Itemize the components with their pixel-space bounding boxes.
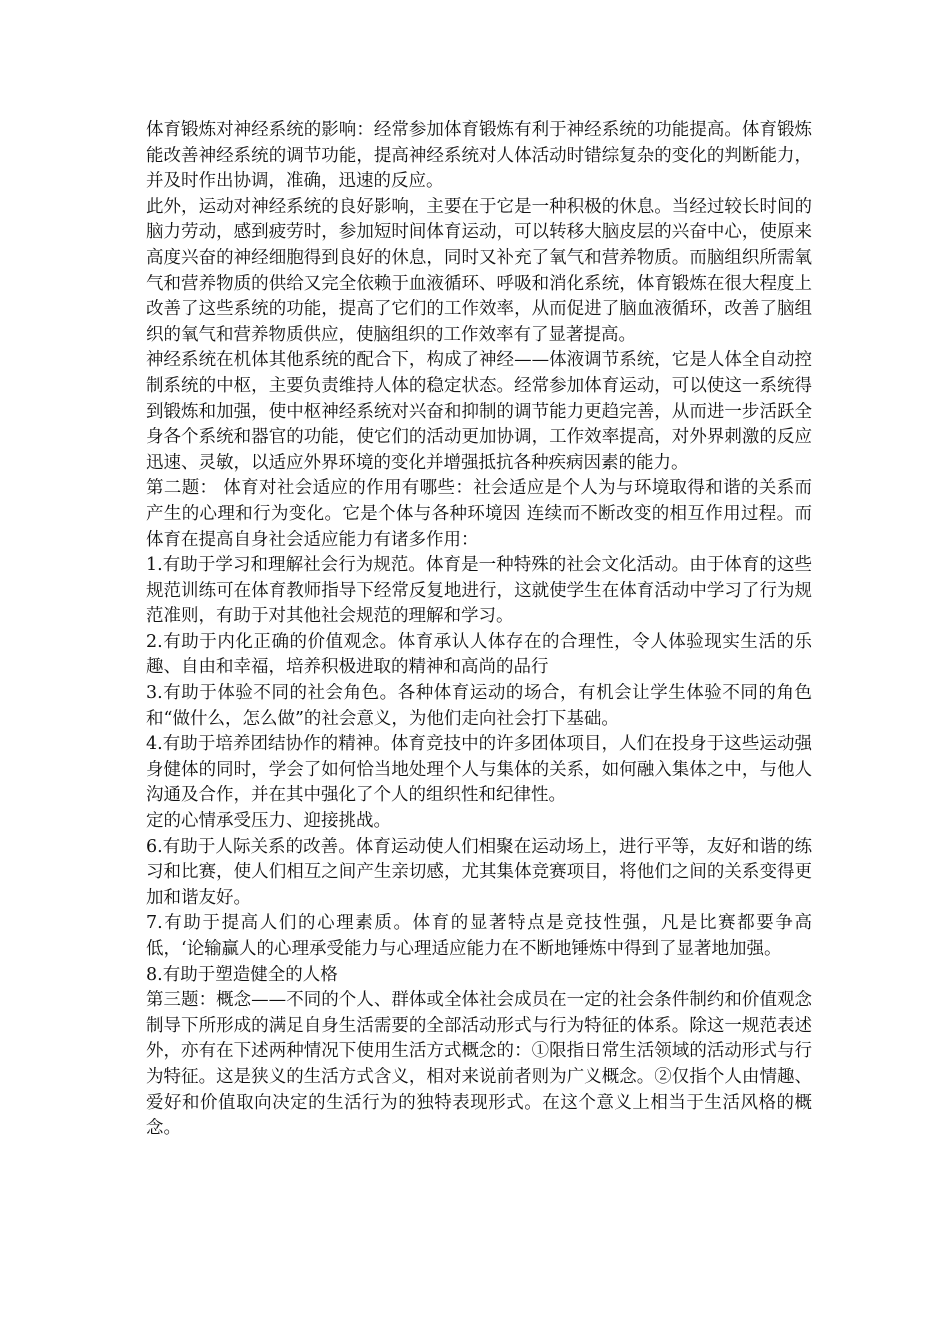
paragraph-active-rest: 此外，运动对神经系统的良好影响，主要在于它是一种积极的休息。当经过较长时间的脑力劳动，感到疲劳时，参加短时间体育运动，可以转移大脑皮层的兴奋中心，使原来高度兴奋的神经细胞得到良好的休息，同时又补充了氧气和营养物质。而脑组织所需氧气和营养物质的供给又完全依赖于血液循环、呼吸和消化系统，体育锻炼在很大程度上改善了这些系统的功能，提高了它们的工作效率，从而促进了脑血液循环，改善了脑组织的氧气和营养物质供应，使脑组织的工作效率有了显著提高。 [146,196,812,345]
paragraph-item-5-fragment: 定的心情承受压力、迎接挑战。 [146,811,391,832]
paragraph-item-6: 6.有助于人际关系的改善。体育运动使人们相聚在运动场上，进行平等，友好和谐的练习和比赛，使人们相互之间产生亲切感，尤其集体竞赛项目，将他们之间的关系变得更加和谐友好。 [146,836,812,908]
paragraph-question-three: 第三题：概念——不同的个人、群体或全体社会成员在一定的社会条件制约和价值观念制导下所形成的满足自身生活需要的全部活动形式与行为特征的体系。除这一规范表述外，亦有在下述两种情况下使用生活方式概念的：①限指日常生活领域的活动形式与行为特征。这是狭义的生活方式含义，相对来说前者则为广义概念。②仅指个人由情趣、爱好和价值取向决定的生活行为的独特表现形式。在这个意义上相当于生活风格的概念。 [146,990,812,1139]
paragraph-nervous-system-intro: 体育锻炼对神经系统的影响：经常参加体育锻炼有利于神经系统的功能提高。体育锻炼能改善神经系统的调节功能，提高神经系统对人体活动时错综复杂的变化的判断能力，并及时作出协调，准确，迅速的反应。 [146,120,812,192]
paragraph-item-8: 8.有助于塑造健全的人格 [146,964,338,985]
paragraph-neuro-humoral-regulation: 神经系统在机体其他系统的配合下，构成了神经——体液调节系统，它是人体全自动控制系统的中枢，主要负责维持人体的稳定状态。经常参加体育运动，可以使这一系统得到锻炼和加强，使中枢神经系统对兴奋和抑制的调节能力更趋完善，从而进一步活跃全身各个系统和器官的功能，使它们的活动更加协调，工作效率提高，对外界刺激的反应迅速、灵敏，以适应外界环境的变化并增强抵抗各种疾病因素的能力。 [146,350,812,473]
document-body [146,118,812,1142]
paragraph-item-2: 2.有助于内化正确的价值观念。体育承认人体存在的合理性，令人体验现实生活的乐趣、自由和幸福，培养积极进取的精神和高尚的品行 [146,631,812,678]
paragraph-item-4: 4.有助于培养团结协作的精神。体育竞技中的许多团体项目，人们在投身于这些运动强身健体的同时，学会了如何恰当地处理个人与集体的关系，如何融入集体之中，与他人沟通及合作，并在其中强化了个人的组织性和纪律性。 [146,734,812,806]
paragraph-item-3: 3.有助于体验不同的社会角色。各种体育运动的场合，有机会让学生体验不同的角色和“做什么，怎么做”的社会意义，为他们走向社会打下基础。 [146,683,812,729]
paragraph-question-two: 第二题： 体育对社会适应的作用有哪些：社会适应是个人为与环境取得和谐的关系而产生的心理和行为变化。它是个体与各种环境因 连续而不断改变的相互作用过程。而体育在提高自身社会适应能力有诸多作用： [146,478,812,550]
paragraph-item-1: 1.有助于学习和理解社会行为规范。体育是一种特殊的社会文化活动。由于体育的这些规范训练可在体育教师指导下经常反复地进行，这就使学生在体育活动中学习了行为规范准则，有助于对其他社会规范的理解和学习。 [146,555,812,627]
paragraph-item-7: 7.有助于提高人们的心理素质。体育的显著特点是竞技性强，凡是比赛都要争高低，‘论输赢人的心理承受能力与心理适应能力在不断地锤炼中得到了显著地加强。 [146,913,812,959]
